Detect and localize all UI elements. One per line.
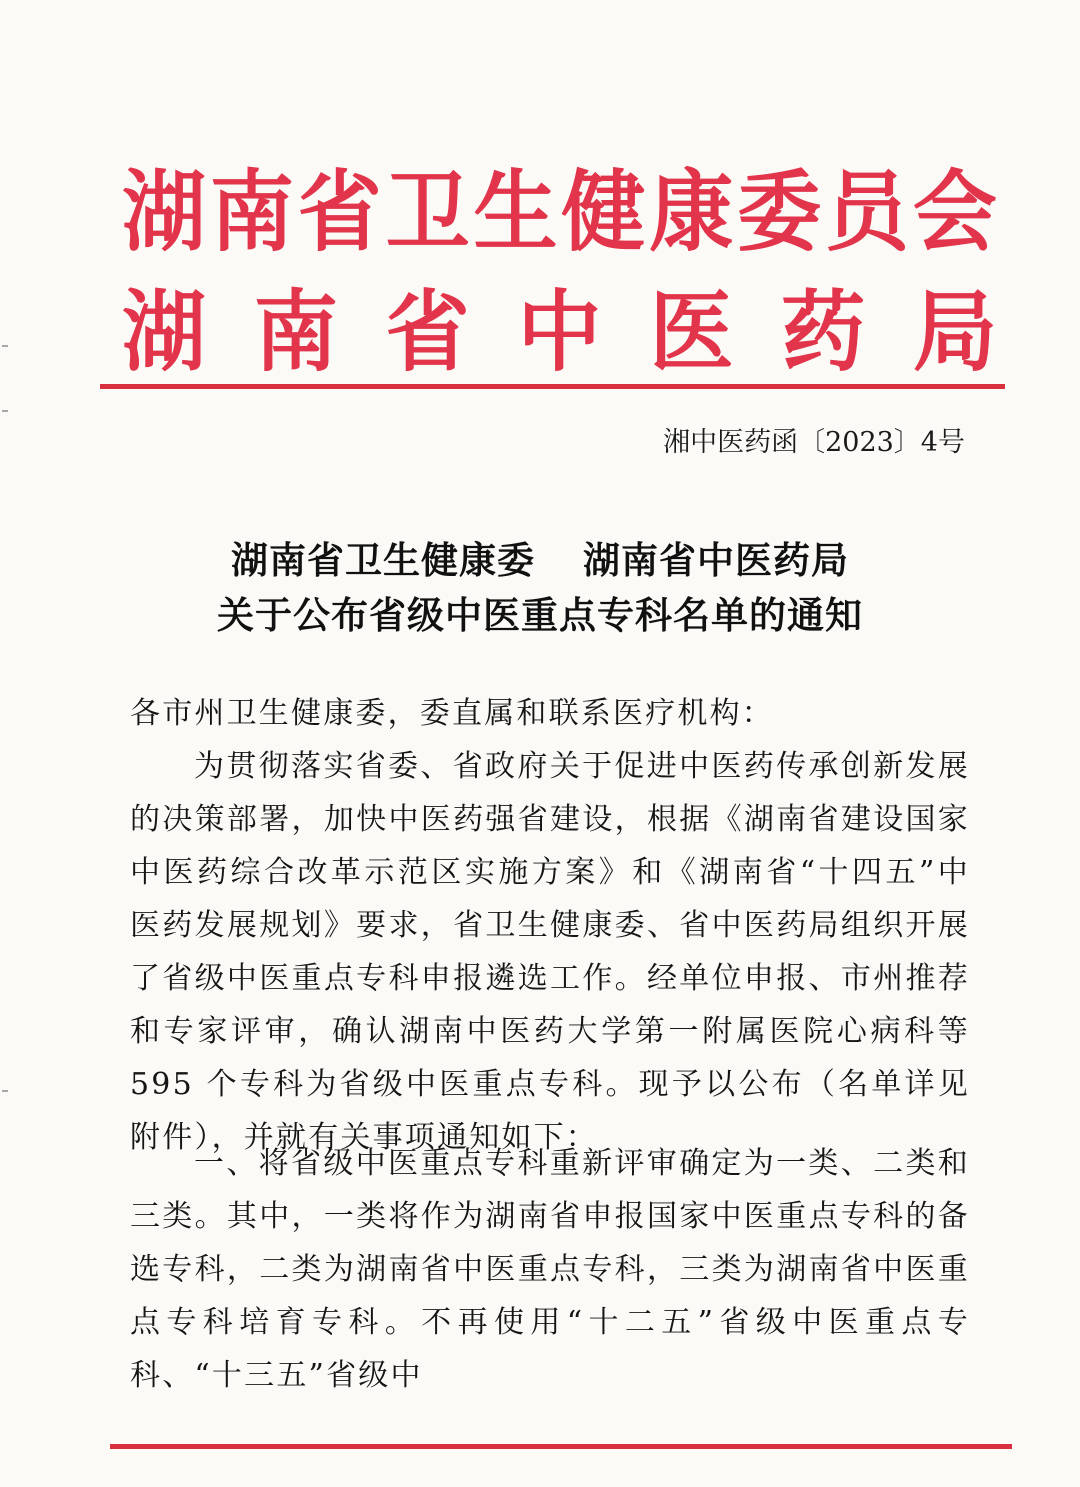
body-paragraph-1: 为贯彻落实省委、省政府关于促进中医药传承创新发展的决策部署，加快中医药强省建设，根据《湖南省建设国家中医药综合改革示范区实施方案》和《湖南省“十四五”中医药发展规划》要求，省卫生健康委、省中医药局组织开展了省级中医重点专科申报遴选工作。经单位申报、市州推荐和专家评审，确认湖南中医药大学第一附属医院心病科等 595 个专科为省级中医重点专科。现予以公布（名单详见附件），并就有关事项通知如下：: [130, 749, 970, 1155]
letterhead-char: 生: [473, 160, 558, 264]
scan-margin-mark: [2, 410, 8, 412]
salutation: 各市州卫生健康委，委直属和联系医疗机构：: [130, 696, 774, 731]
scan-margin-mark: [2, 345, 8, 347]
letterhead-char: 湖: [122, 160, 207, 264]
letterhead-char: 医: [649, 280, 734, 384]
letterhead-char: 委: [737, 160, 822, 264]
red-divider-top: [100, 384, 1005, 389]
letterhead-char: 省: [297, 160, 382, 264]
letterhead-char: 员: [825, 160, 910, 264]
letterhead-char: 南: [209, 160, 294, 264]
letterhead-char: 药: [781, 280, 866, 384]
scan-margin-mark: [2, 1090, 8, 1092]
letterhead-char: 康: [649, 160, 734, 264]
letterhead-char: 南: [253, 280, 338, 384]
body-paragraph-2: 一、将省级中医重点专科重新评审确定为一类、二类和三类。其中，一类将作为湖南省申报国家中医重点专科的备选专科，二类为湖南省中医重点专科，三类为湖南省中医重点专科培育专科。不再使用“十二五”省级中医重点专科、“十三五”省级中: [130, 1146, 970, 1393]
letterhead-tcm-bureau: [122, 280, 997, 384]
letterhead-char: 中: [517, 280, 602, 384]
document-title-issuers: [0, 530, 1080, 584]
letterhead-char: 湖: [122, 280, 207, 384]
document-number: 湘中医药函〔2023〕4号: [663, 427, 965, 458]
document-title: 关于公布省级中医重点专科名单的通知: [217, 593, 863, 637]
letterhead-char: 健: [561, 160, 646, 264]
issuer-tcm-bureau: 湖南省中医药局: [583, 538, 849, 582]
red-divider-bottom: [110, 1444, 1012, 1449]
letterhead-char: 会: [912, 160, 997, 264]
issuer-health-commission: 湖南省卫生健康委: [231, 538, 535, 582]
letterhead-health-commission: [122, 160, 997, 264]
letterhead-char: 卫: [385, 160, 470, 264]
letterhead-char: 局: [912, 280, 997, 384]
letterhead-char: 省: [385, 280, 470, 384]
